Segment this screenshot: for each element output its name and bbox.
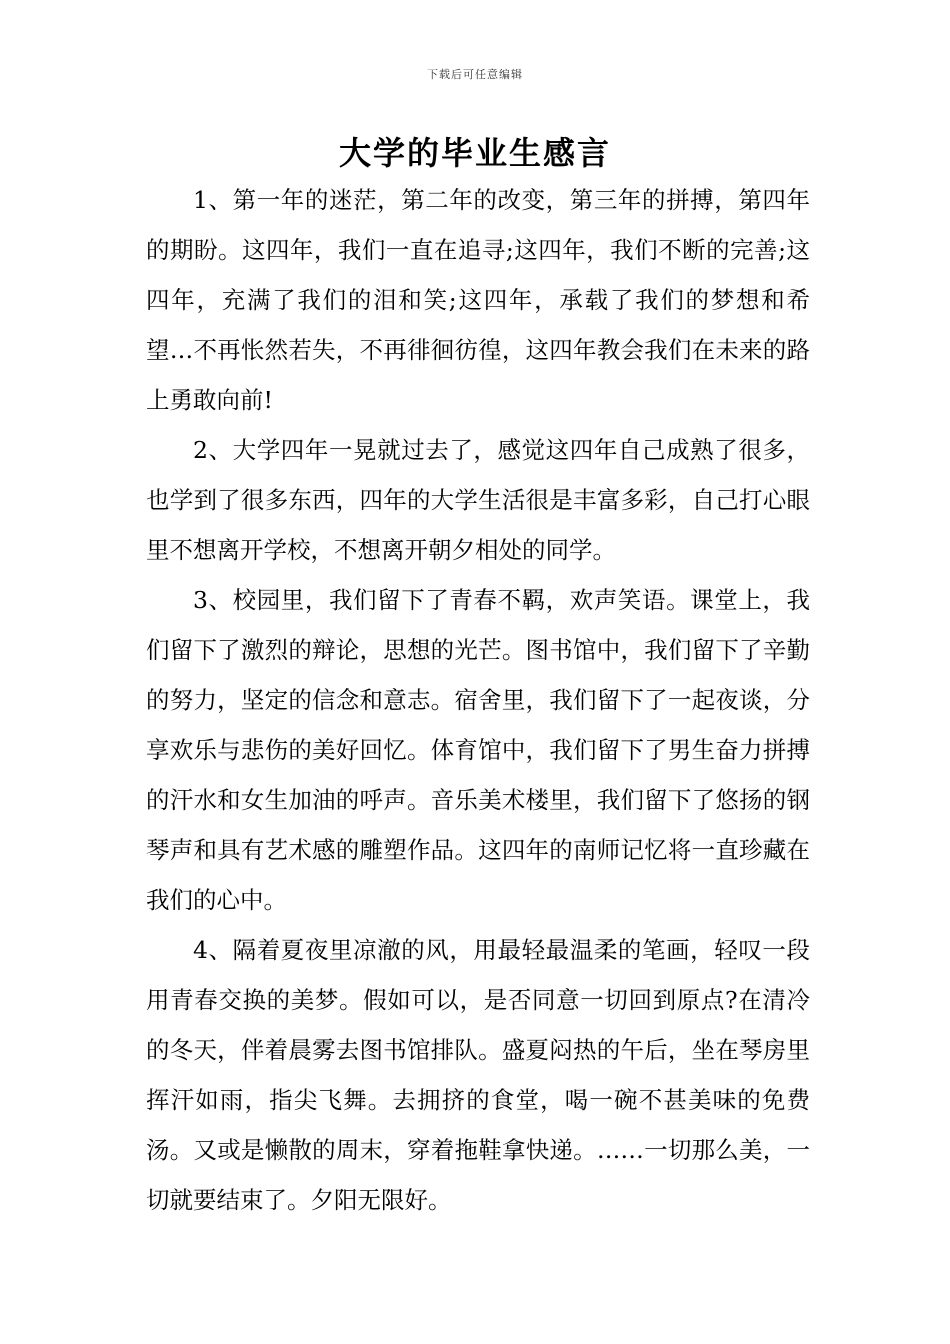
document-body xyxy=(146,175,810,1225)
paragraph-3: 3、校园里，我们留下了青春不羁，欢声笑语。课堂上，我们留下了激烈的辩论，思想的光芒。图书馆中，我们留下了辛勤的努力，坚定的信念和意志。宿舍里，我们留下了一起夜谈，分享欢乐与悲伤的美好回忆。体育馆中，我们留下了男生奋力拼搏的汗水和女生加油的呼声。音乐美术楼里，我们留下了悠扬的钢琴声和具有艺术感的雕塑作品。这四年的南师记忆将一直珍藏在我们的心中。 xyxy=(146,586,810,914)
document-title: 大学的毕业生感言 xyxy=(338,134,611,172)
paragraph-4: 4、隔着夏夜里凉澈的风，用最轻最温柔的笔画，轻叹一段用青春交换的美梦。假如可以，是否同意一切回到原点?在清冷的冬天，伴着晨雾去图书馆排队。盛夏闷热的午后，坐在琴房里挥汗如雨，指尖飞舞。去拥挤的食堂，喝一碗不甚美味的免费汤。又或是懒散的周末，穿着拖鞋拿快递。……一切那么美，一切就要结束了。夕阳无限好。 xyxy=(146,936,810,1214)
header-note: 下载后可任意编辑 xyxy=(427,68,523,81)
paragraph-2: 2、大学四年一晃就过去了，感觉这四年自己成熟了很多，也学到了很多东西，四年的大学生活很是丰富多彩，自己打心眼里不想离开学校，不想离开朝夕相处的同学。 xyxy=(146,436,810,564)
paragraph-1: 1、第一年的迷茫，第二年的改变，第三年的拼搏，第四年的期盼。这四年，我们一直在追寻;这四年，我们不断的完善;这四年，充满了我们的泪和笑;这四年，承载了我们的梦想和希望…不再怅然若失，不再徘徊彷徨，这四年教会我们在未来的路上勇敢向前! xyxy=(146,186,810,414)
